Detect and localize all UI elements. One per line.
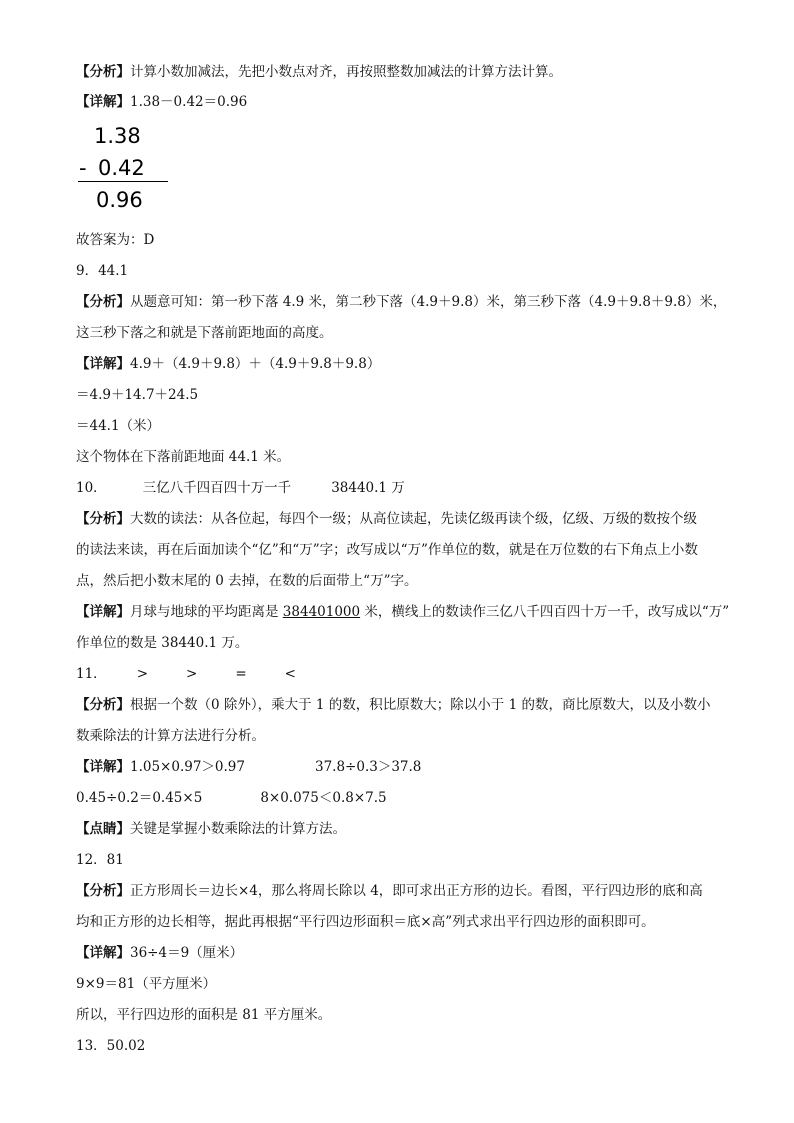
q8-analysis xyxy=(76,62,736,82)
vertical-result: 0.96 xyxy=(96,188,143,212)
comment-text: 关键是掌握小数乘除法的计算方法。 xyxy=(130,821,346,837)
analysis-text: 计算小数加减法，先把小数点对齐，再按照整数加减法的计算方法计算。 xyxy=(130,64,562,80)
analysis-text: 大数的读法：从各位起，每四个一级；从高位读起，先读亿级再读个级，亿级、万级的数按个级 xyxy=(130,511,697,527)
q11-title xyxy=(76,664,736,684)
detail-post: 米，横线上的数读作三亿八千四百四十万一千，改写成以“万” xyxy=(360,604,730,620)
detail-tag: 【详解】 xyxy=(76,604,130,620)
q10-analysis-1 xyxy=(76,509,736,529)
analysis-tag: 【分析】 xyxy=(76,511,130,527)
q9-step-1: ＝4.9＋14.7＋24.5 xyxy=(76,387,199,403)
q12-detail xyxy=(76,943,736,963)
q10-title xyxy=(76,478,736,498)
detail-b: 37.8÷0.3＞37.8 xyxy=(315,759,422,775)
detail-tag: 【详解】 xyxy=(76,759,130,775)
q12-analysis-1 xyxy=(76,881,736,901)
detail-a: 1.05×0.97＞0.97 xyxy=(130,759,245,775)
detail-tag: 【详解】 xyxy=(76,945,130,961)
vertical-rule xyxy=(78,181,168,182)
analysis-text: 从题意可知：第一秒下落 4.9 米，第二秒下落（4.9＋9.8）米，第三秒下落（4.9＋9.8＋9.8）米， xyxy=(130,294,727,310)
q11-analysis-1 xyxy=(76,695,736,715)
vertical-calculation xyxy=(76,122,176,218)
detail-pre: 月球与地球的平均距离是 xyxy=(130,604,283,620)
q11-symbol-2: > xyxy=(186,666,198,682)
analysis-tag: 【分析】 xyxy=(76,294,130,310)
q9-analysis-2: 这三秒下落之和就是下落前距地面的高度。 xyxy=(76,325,333,341)
underlined-number: 384401000 xyxy=(282,604,361,620)
detail-c: 0.45÷0.2＝0.45×5 xyxy=(76,790,203,806)
analysis-text: 正方形周长＝边长×4，那么将周长除以 4，即可求出正方形的边长。看图，平行四边形的底和高 xyxy=(130,883,703,899)
detail-text: 1.38－0.42＝0.96 xyxy=(130,94,248,110)
q11-analysis-2: 数乘除法的计算方法进行分析。 xyxy=(76,728,265,744)
analysis-tag: 【分析】 xyxy=(76,697,130,713)
q9-conclusion: 这个物体在下落前距地面 44.1 米。 xyxy=(76,449,291,465)
q11-comment xyxy=(76,819,736,839)
q8-answer: 故答案为：D xyxy=(76,232,155,248)
q10-number: 10． xyxy=(76,480,107,496)
q11-symbol-3: = xyxy=(235,666,247,682)
q10-detail xyxy=(76,602,736,622)
q10-analysis-2: 的读法来读，再在后面加读个“亿”和“万”字；改写成以“万”作单位的数，就是在万位数的右下角点上小数 xyxy=(76,542,698,558)
q9-step-2: ＝44.1（米） xyxy=(76,418,161,434)
detail-text: 36÷4＝9（厘米） xyxy=(130,945,244,961)
analysis-tag: 【分析】 xyxy=(76,883,130,899)
vertical-second-number: 0.42 xyxy=(98,156,145,180)
q10-detail-2: 作单位的数是 38440.1 万。 xyxy=(76,635,249,651)
vertical-minus-sign: - xyxy=(79,156,87,180)
q11-symbol-1: > xyxy=(136,666,148,682)
vertical-top-number: 1.38 xyxy=(94,124,141,148)
q12-step-1: 9×9＝81（平方厘米） xyxy=(76,976,217,992)
detail-tag: 【详解】 xyxy=(76,356,130,372)
detail-d: 8×0.075＜0.8×7.5 xyxy=(260,790,387,806)
q11-symbol-4: < xyxy=(284,666,296,682)
q11-number: 11． xyxy=(76,666,107,682)
analysis-text: 根据一个数（0 除外），乘大于 1 的数，积比原数大；除以小于 1 的数，商比原数大，以及小数小 xyxy=(130,697,711,713)
detail-text: 4.9＋（4.9＋9.8）＋（4.9＋9.8＋9.8） xyxy=(130,356,381,372)
q11-detail-2 xyxy=(76,788,736,808)
q12-analysis-2: 均和正方形的边长相等，据此再根据“平行四边形面积＝底×高”列式求出平行四边形的面积即可。 xyxy=(76,914,655,930)
detail-tag: 【详解】 xyxy=(76,94,130,110)
q12-title: 12．81 xyxy=(76,852,124,868)
q9-title: 9．44.1 xyxy=(76,263,129,279)
q13-title: 13．50.02 xyxy=(76,1038,146,1054)
q9-detail xyxy=(76,354,736,374)
analysis-tag: 【分析】 xyxy=(76,64,130,80)
comment-tag: 【点睛】 xyxy=(76,821,130,837)
q8-detail xyxy=(76,92,736,112)
q11-detail xyxy=(76,757,736,777)
q9-analysis-1 xyxy=(76,292,736,312)
q12-conclusion: 所以，平行四边形的面积是 81 平方厘米。 xyxy=(76,1007,332,1023)
q10-analysis-3: 点，然后把小数末尾的 0 去掉，在数的后面带上“万”字。 xyxy=(76,573,418,589)
q10-answer-wan: 38440.1 万 xyxy=(331,480,405,496)
q10-answer-reading: 三亿八千四百四十万一千 xyxy=(142,480,292,496)
